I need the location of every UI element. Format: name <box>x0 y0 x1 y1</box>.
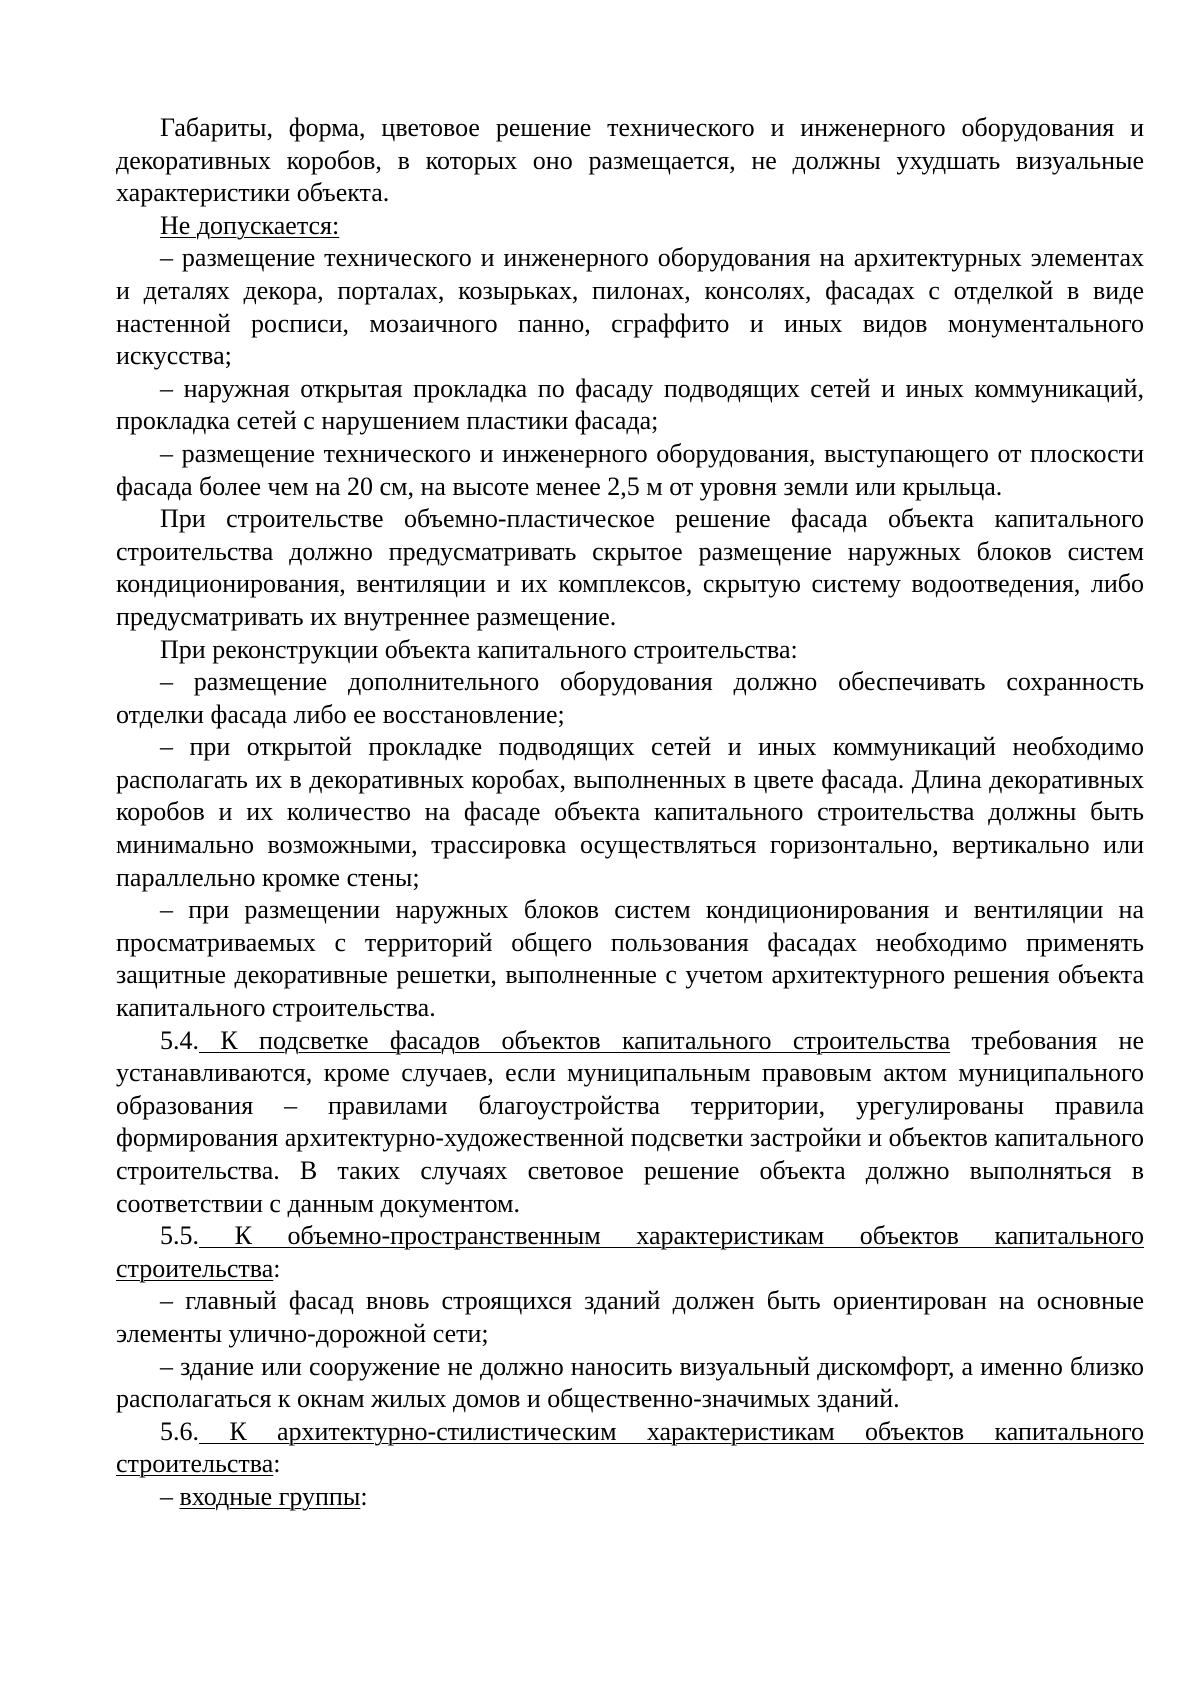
section-text: : <box>273 1253 281 1283</box>
list-item-open-laying <box>116 373 1144 438</box>
section-number: 5.6. <box>160 1416 199 1446</box>
section-title-underlined: К подсветке фасадов объектов капитального строительства <box>199 1025 951 1055</box>
list-item-equipment-on-decor <box>116 242 1144 372</box>
section-5-5 <box>116 1220 1144 1285</box>
list-item-main-facade <box>116 1285 1144 1350</box>
list-item-text: – размещение технического и инженерного оборудования, выступающего от плоскости фасада более чем на 20 см, на высоте менее 2,5 м от уровня земли или крыльца. <box>116 438 1144 501</box>
underlined-heading: Не допускается: <box>160 210 340 240</box>
list-item-protruding-equipment <box>116 438 1144 503</box>
section-5-4 <box>116 1025 1144 1221</box>
list-item-underlined: входные группы <box>179 1481 361 1511</box>
section-title-underlined: К архитектурно-стилистическим характеристикам объектов капитального строительства <box>116 1416 1144 1479</box>
list-item-text: – при открытой прокладке подводящих сетей и иных коммуникаций необходимо располагать их в декоративных коробах, выполненных в цвете фасада. Длина декоративных коробов и их количество на фасаде объекта капитального строительства должны быть минимально возможными, трассировка осуществляться горизонтально, вертикально или параллельно кромке стены; <box>116 732 1144 892</box>
section-number: 5.5. <box>160 1221 199 1251</box>
list-item-text: : <box>360 1481 368 1511</box>
paragraph-text: При реконструкции объекта капитального строительства: <box>160 634 798 664</box>
section-text: требования не устанавливаются, кроме случаев, если муниципальным правовым актом муниципального образования – правилами благоустройства территории, урегулированы правила формирования архитектурно-художественной подсветки застройки и объектов капитального строительства. В таких случаях световое решение объекта должно выполняться в соответствии с данным документом. <box>116 1025 1144 1218</box>
section-number: 5.4. <box>160 1025 199 1055</box>
list-item-text: – главный фасад вновь строящихся зданий должен быть ориентирован на основные элементы улично-дорожной сети; <box>116 1286 1144 1348</box>
paragraph-reconstruction-heading <box>116 634 1144 667</box>
list-item-decorative-boxes <box>116 731 1144 894</box>
list-item-additional-equipment <box>116 666 1144 731</box>
paragraph-equipment-dimensions <box>116 112 1144 210</box>
paragraph-construction-facade <box>116 503 1144 633</box>
list-item-text: – размещение технического и инженерного оборудования на архитектурных элементах и деталях декора, порталах, козырьках, пилонах, консолях, фасадах с отделкой в виде настенной росписи, мозаичного панно, сграффито и иных видов монументального искусства; <box>116 243 1144 371</box>
list-item-protective-grilles <box>116 894 1144 1024</box>
list-item-visual-discomfort <box>116 1351 1144 1416</box>
list-item-entrance-groups <box>116 1481 1144 1514</box>
section-text: : <box>273 1449 281 1479</box>
list-item-prefix: – <box>160 1481 180 1511</box>
list-item-text: – здание или сооружение не должно наносить визуальный дискомфорт, а именно близко располагаться к окнам жилых домов и общественно-значимых зданий. <box>116 1351 1144 1414</box>
paragraph-text: При строительстве объемно-пластическое решение фасада объекта капитального строительства должно предусматривать скрытое размещение наружных блоков систем кондиционирования, вентиляции и их комплексов, скрытую систему водоотведения, либо предусматривать их внутреннее размещение. <box>116 504 1144 631</box>
list-item-text: – размещение дополнительного оборудования должно обеспечивать сохранность отделки фасада либо ее восстановление; <box>116 667 1144 729</box>
list-item-text: – при размещении наружных блоков систем кондиционирования и вентиляции на просматриваемых с территорий общего пользования фасадах необходимо применять защитные декоративные решетки, выполненные с учетом архитектурного решения объекта капитального строительства. <box>116 895 1144 1023</box>
list-item-text: – наружная открытая прокладка по фасаду подводящих сетей и иных коммуникаций, прокладка сетей с нарушением пластики фасада; <box>116 373 1144 436</box>
paragraph-not-allowed-heading <box>116 210 1144 243</box>
section-5-6 <box>116 1416 1144 1481</box>
section-title-underlined: К объемно-пространственным характеристикам объектов капитального строительства <box>116 1221 1144 1283</box>
paragraph-text: Габариты, форма, цветовое решение технического и инженерного оборудования и декоративных коробов, в которых оно размещается, не должны ухудшать визуальные характеристики объекта. <box>116 113 1144 208</box>
